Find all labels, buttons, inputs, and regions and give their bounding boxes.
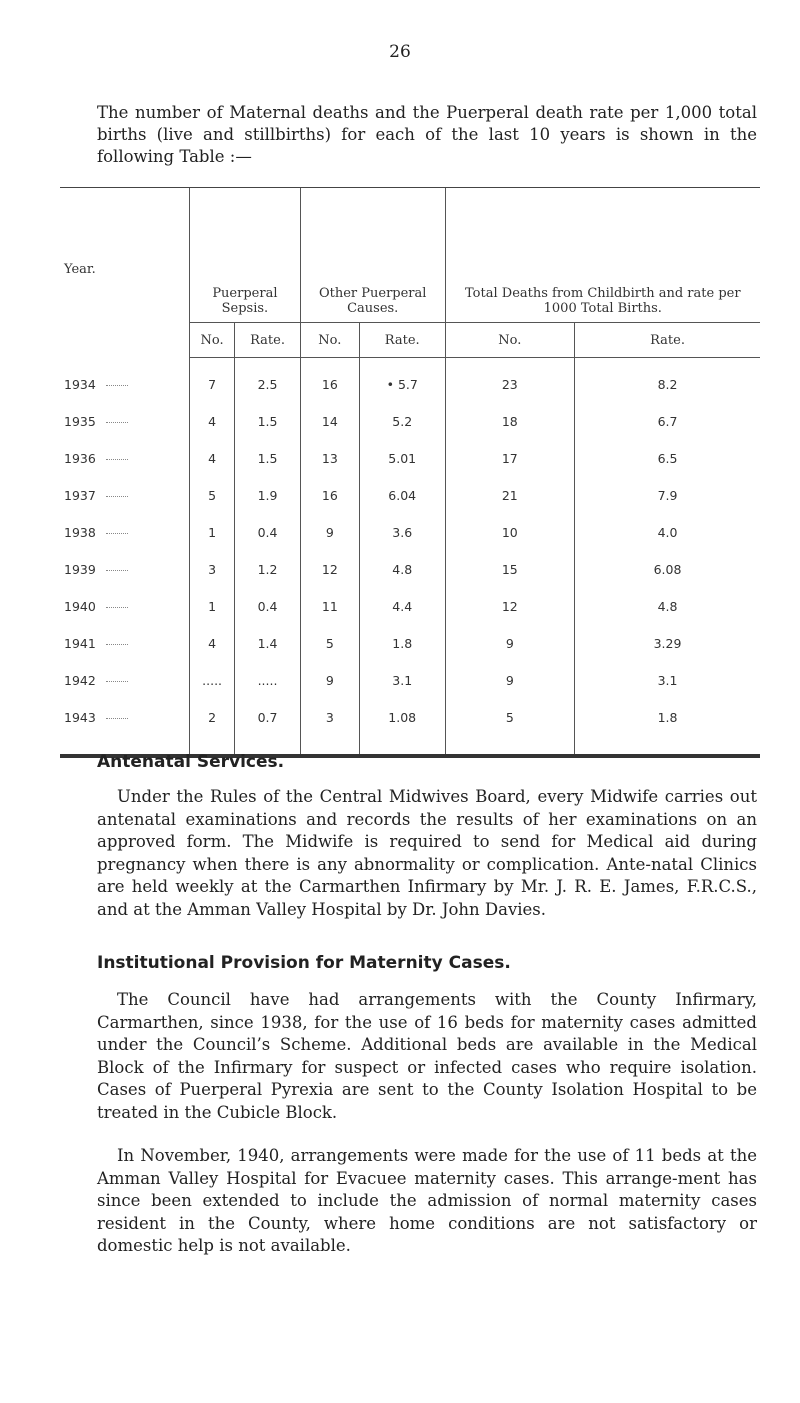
header-year: Year.: [60, 188, 190, 358]
cell-sepsis-no: 3: [190, 551, 235, 588]
cell-other-rate: 6.04: [359, 477, 445, 514]
leader-dots: [106, 570, 128, 571]
antenatal-paragraph: Under the Rules of the Central Midwives Board, every Midwife carries out antenatal examinations and records the results of her examinations on an approved form. The Midwife is required to send for Medical aid during pregnancy when there is any abnormality or complication. Ante-natal Clinics are held weekly at the Carmarthen Infirmary by Mr. J. R. E. James, F.R.C.S., and at the Amman Valley Hospital by Dr. John Davies.: [97, 787, 757, 919]
cell-year: [60, 588, 190, 625]
year-label: 1940: [64, 599, 96, 614]
year-label: 1935: [64, 414, 96, 429]
cell-other-rate: 1.08: [359, 699, 445, 756]
cell-other-rate: 3.6: [359, 514, 445, 551]
table-body: [60, 358, 760, 757]
subheader-sepsis-rate: Rate.: [235, 323, 301, 358]
institutional-paragraph-1: The Council have had arrangements with the County Infirmary, Carmarthen, since 1938, for the use of 16 beds for maternity cases admitted under the Council’s Scheme. Additional beds are available in the Medical Block of the Infirmary for suspect or infected cases who require isolation. Cases of Puerperal Pyrexia are sent to the County Isolation Hospital to be treated in the Cubicle Block.: [97, 990, 757, 1122]
cell-sepsis-rate: 0.4: [235, 588, 301, 625]
cell-other-rate: • 5.7: [359, 358, 445, 404]
cell-sepsis-rate: 0.4: [235, 514, 301, 551]
cell-sepsis-no: 7: [190, 358, 235, 404]
cell-other-no: 13: [300, 440, 359, 477]
cell-other-rate: 4.8: [359, 551, 445, 588]
cell-year: [60, 662, 190, 699]
cell-sepsis-rate: 0.7: [235, 699, 301, 756]
cell-year: [60, 477, 190, 514]
cell-other-no: 9: [300, 662, 359, 699]
cell-total-rate: 4.0: [575, 514, 760, 551]
year-label: 1942: [64, 673, 96, 688]
cell-total-rate: 7.9: [575, 477, 760, 514]
cell-total-no: 10: [445, 514, 574, 551]
cell-total-rate: 6.08: [575, 551, 760, 588]
subheader-other-no: No.: [300, 323, 359, 358]
cell-other-no: 14: [300, 403, 359, 440]
cell-sepsis-rate: 2.5: [235, 358, 301, 404]
year-label: 1937: [64, 488, 96, 503]
table-row: [60, 440, 760, 477]
cell-other-rate: 5.01: [359, 440, 445, 477]
intro-paragraph: The number of Maternal deaths and the Puerperal death rate per 1,000 total births (live and stillbirths) for each of the last 10 years is shown in the following Table :—: [97, 103, 757, 166]
table-row: [60, 699, 760, 756]
cell-year: [60, 440, 190, 477]
cell-total-no: 18: [445, 403, 574, 440]
year-label: 1938: [64, 525, 96, 540]
cell-other-rate: 4.4: [359, 588, 445, 625]
leader-dots: [106, 681, 128, 682]
leader-dots: [106, 644, 128, 645]
year-label: 1939: [64, 562, 96, 577]
header-other-puerperal-causes: Other Puerperal Causes.: [300, 188, 445, 323]
header-total-deaths: Total Deaths from Childbirth and rate per 1000 Total Births.: [445, 188, 760, 323]
subheader-total-no: No.: [445, 323, 574, 358]
cell-total-no: 21: [445, 477, 574, 514]
table-row: [60, 477, 760, 514]
cell-total-no: 12: [445, 588, 574, 625]
page-number: 26: [389, 42, 411, 62]
table-header-row: [60, 188, 760, 323]
subheader-other-rate: Rate.: [359, 323, 445, 358]
leader-dots: [106, 385, 128, 386]
cell-sepsis-no: 4: [190, 440, 235, 477]
antenatal-heading: Antenatal Services.: [97, 752, 285, 772]
cell-sepsis-rate: .....: [235, 662, 301, 699]
header-puerperal-sepsis: Puerperal Sepsis.: [190, 188, 301, 323]
cell-other-no: 16: [300, 358, 359, 404]
cell-other-rate: 3.1: [359, 662, 445, 699]
cell-total-rate: 4.8: [575, 588, 760, 625]
table-row: [60, 403, 760, 440]
cell-total-no: 5: [445, 699, 574, 756]
cell-sepsis-no: 5: [190, 477, 235, 514]
cell-sepsis-no: 1: [190, 588, 235, 625]
institutional-heading: Institutional Provision for Maternity Cases.: [97, 953, 511, 973]
cell-year: [60, 625, 190, 662]
cell-total-no: 9: [445, 625, 574, 662]
cell-sepsis-no: 2: [190, 699, 235, 756]
cell-sepsis-rate: 1.9: [235, 477, 301, 514]
institutional-paragraph-2: In November, 1940, arrangements were made for the use of 11 beds at the Amman Valley Hospital for Evacuee maternity cases. This arrange-ment has since been extended to include the admission of normal maternity cases resident in the County, where home conditions are not satisfactory or domestic help is not available.: [97, 1146, 757, 1255]
cell-other-rate: 1.8: [359, 625, 445, 662]
table-row: [60, 358, 760, 404]
leader-dots: [106, 422, 128, 423]
cell-total-rate: 8.2: [575, 358, 760, 404]
cell-other-no: 9: [300, 514, 359, 551]
table-row: [60, 662, 760, 699]
cell-total-rate: 6.5: [575, 440, 760, 477]
cell-year: [60, 514, 190, 551]
cell-total-no: 17: [445, 440, 574, 477]
cell-sepsis-rate: 1.2: [235, 551, 301, 588]
leader-dots: [106, 718, 128, 719]
cell-other-no: 3: [300, 699, 359, 756]
cell-total-rate: 6.7: [575, 403, 760, 440]
cell-total-no: 23: [445, 358, 574, 404]
year-label: 1936: [64, 451, 96, 466]
cell-other-rate: 5.2: [359, 403, 445, 440]
table-row: [60, 625, 760, 662]
cell-sepsis-no: 4: [190, 403, 235, 440]
cell-sepsis-no: 4: [190, 625, 235, 662]
cell-sepsis-rate: 1.5: [235, 403, 301, 440]
cell-other-no: 5: [300, 625, 359, 662]
cell-year: [60, 551, 190, 588]
cell-total-rate: 3.1: [575, 662, 760, 699]
leader-dots: [106, 459, 128, 460]
leader-dots: [106, 533, 128, 534]
leader-dots: [106, 607, 128, 608]
table-row: [60, 551, 760, 588]
cell-total-no: 15: [445, 551, 574, 588]
subheader-total-rate: Rate.: [575, 323, 760, 358]
subheader-sepsis-no: No.: [190, 323, 235, 358]
year-label: 1943: [64, 710, 96, 725]
cell-sepsis-rate: 1.4: [235, 625, 301, 662]
cell-total-no: 9: [445, 662, 574, 699]
cell-year: [60, 358, 190, 404]
cell-year: [60, 699, 190, 756]
cell-sepsis-no: 1: [190, 514, 235, 551]
maternal-deaths-table: [60, 187, 760, 758]
cell-total-rate: 3.29: [575, 625, 760, 662]
cell-other-no: 16: [300, 477, 359, 514]
cell-year: [60, 403, 190, 440]
cell-total-rate: 1.8: [575, 699, 760, 756]
leader-dots: [106, 496, 128, 497]
year-label: 1941: [64, 636, 96, 651]
cell-sepsis-rate: 1.5: [235, 440, 301, 477]
cell-other-no: 11: [300, 588, 359, 625]
table-row: [60, 588, 760, 625]
cell-other-no: 12: [300, 551, 359, 588]
year-label: 1934: [64, 376, 96, 392]
cell-sepsis-no: .....: [190, 662, 235, 699]
table-row: [60, 514, 760, 551]
